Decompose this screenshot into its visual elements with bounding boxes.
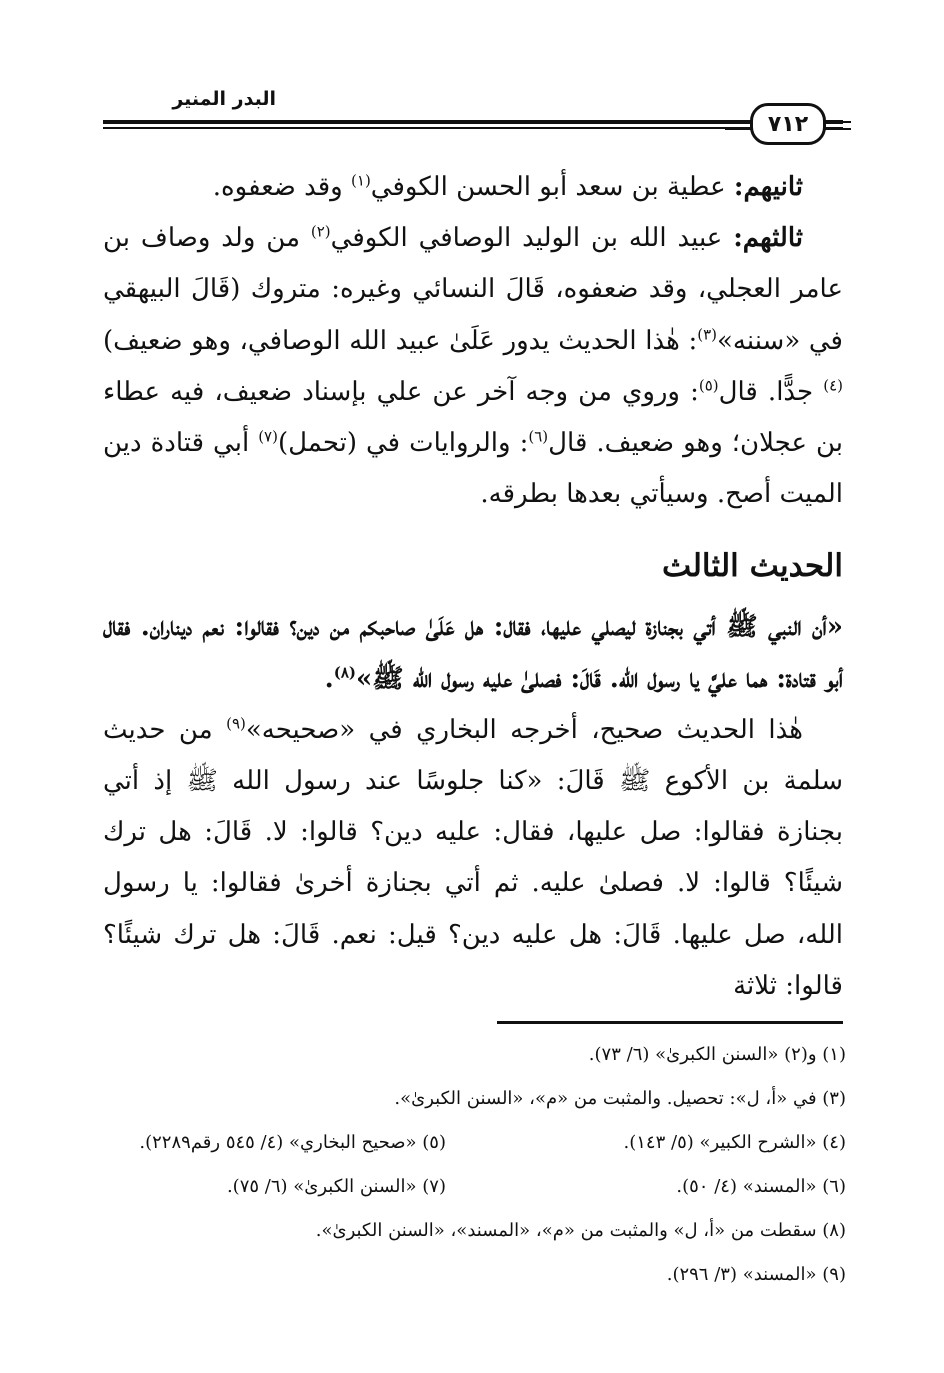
footnote-ref: (٥) (698, 376, 719, 395)
footnote-text: (٩) «المسند» (٣/ ٢٩٦). (666, 1264, 846, 1285)
footnote-text: (٥) «صحيح البخاري» (٤/ ٥٤٥ رقم٢٢٨٩). (139, 1132, 446, 1153)
footnote-separator (497, 1021, 843, 1024)
footnote-ref: (٣) (697, 324, 717, 343)
footnote-ref: (١) (351, 171, 371, 190)
paragraph-text: من حديث سلمة بن الأكوع ﷺ قَالَ: «كنا جلوسًا عند رسول الله ﷺ إذ أتي بجنازة فقالوا: صل عليها، فقال: عليه دين؟ قالوا: لا. قَالَ: هل ترك شيئًا؟ قالوا: لا. فصلىٰ عليه. ثم أتي بجنازة أخرىٰ فقالوا: يا رسول الله، صل عليها. قَالَ: هل عليه دين؟ قيل: نعم. قَالَ: هل ترك شيئًا؟ قالوا: ثلاثة (103, 714, 843, 1001)
footnote-text: (٣) في «أ، ل»: تحصيل. والمثبت من «م»، «السنن الكبرىٰ». (394, 1088, 846, 1109)
paragraph-text: : هٰذا الحديث يدور عَلَىٰ عبيد الله الوصافي، وهو ضعيف) (103, 325, 698, 356)
footnote-ref: (٨) (333, 662, 357, 681)
running-header-title: البدر المنير (172, 88, 276, 110)
paragraph-text: جدًّا. قال (718, 376, 824, 407)
page-number-label: ٧١٢ (767, 111, 809, 137)
hadith-body: «أن النبي ﷺ أتي بجنازة ليصلي عليها، فقال: هل عَلَىٰ صاحبكم من دين؟ فقالوا: نعم ديناران. فقال أبو قتادة: هما عليَّ يا رسول الله. قَالَ: فصلىٰ عليه رسول الله ﷺ» (103, 612, 843, 694)
hadith-text (103, 602, 843, 704)
footnote-text: (٧) «السنن الكبرىٰ» (٦/ ٧٥). (226, 1176, 446, 1197)
footnote-ref: (٦) (528, 427, 549, 446)
hadith-end: . (324, 663, 334, 694)
paragraph-text: هٰذا الحديث صحيح، أخرجه البخاري في «صحيحه» (245, 714, 803, 745)
paragraph-third-narrator (103, 213, 843, 520)
footnote-text: (٨) سقطت من «أ، ل» والمثبت من «م»، «المسند»، «السنن الكبرىٰ». (315, 1220, 846, 1241)
paragraph-text: وقد ضعفوه. (212, 172, 352, 202)
paragraph-lead: ثانيهم: (733, 172, 803, 202)
paragraph-text: : والروايات في (تحمل) (277, 428, 529, 459)
paragraph-text: عبيد الله بن الوليد الوصافي الكوفي (330, 223, 734, 254)
footnote-line (103, 1209, 846, 1253)
footnote-ref: (٤) (823, 376, 843, 395)
commentary-paragraph (103, 705, 843, 1012)
paragraph-text: : وروي من وجه آخر عن علي بإسناد ضعيف، فيه عطاء بن عجلان؛ وهو ضعيف. قال (103, 376, 843, 459)
paragraph-lead: ثالثهم: (733, 223, 803, 254)
footnote-ref: (٩) (226, 714, 246, 733)
paragraph-text: من ولد وصاف بن عامر العجلي، وقد ضعفوه، قَالَ النسائي وغيره: متروك (قَالَ البيهقي في «سننه» (103, 223, 843, 356)
paragraph-second-narrator (103, 162, 843, 213)
footnote-text: (١) و(٢) «السنن الكبرىٰ» (٦/ ٧٣). (588, 1044, 846, 1065)
footnote-ref: (٧) (258, 427, 278, 446)
footnote-line (103, 1165, 846, 1209)
paragraph-text: أبي قتادة دين الميت أصح. وسيأتي بعدها بطرقه. (103, 428, 843, 510)
footnote-text: (٦) «المسند» (٤/ ٥٠). (676, 1176, 846, 1197)
footnote-line (103, 1253, 846, 1297)
footnote-text: (٤) «الشرح الكبير» (٥/ ١٤٣). (623, 1132, 846, 1153)
page-number (750, 103, 826, 145)
footnote-line (103, 1033, 846, 1077)
main-text (103, 162, 843, 1012)
footnote-line (103, 1121, 846, 1165)
footnote-line (103, 1077, 846, 1121)
footnotes (103, 1033, 846, 1297)
section-heading: الحديث الثالث (662, 548, 843, 585)
paragraph-text: عطية بن سعد أبو الحسن الكوفي (370, 172, 734, 202)
footnote-ref: (٢) (310, 222, 331, 241)
